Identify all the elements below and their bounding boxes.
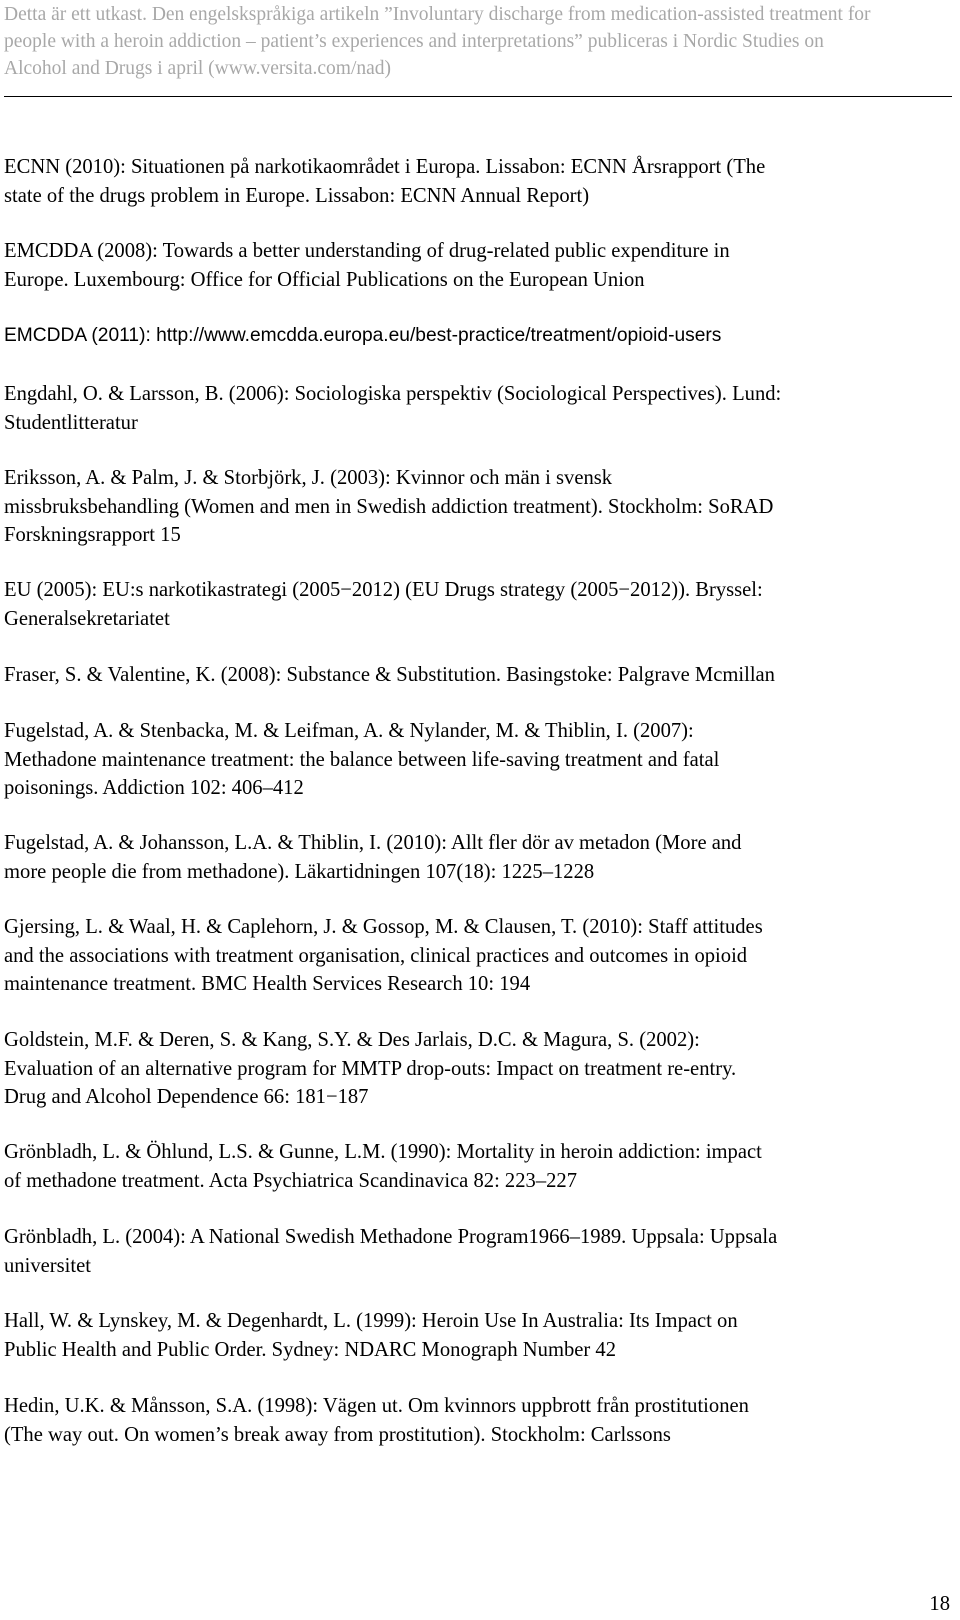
- reference-line: missbruksbehandling (Women and men in Swedish addiction treatment). Stockholm: SoRAD: [4, 495, 774, 518]
- reference-line: Fugelstad, A. & Stenbacka, M. & Leifman, A. & Nylander, M. & Thiblin, I. (2007):: [4, 720, 694, 742]
- reference-line: Europe. Luxembourg: Office for Official Publications on the European Union: [4, 268, 645, 291]
- reference-line: of methadone treatment. Acta Psychiatrica Scandinavica 82: 223–227: [4, 1169, 578, 1192]
- reference-gronbladh-2004: [4, 1223, 952, 1280]
- reference-line: Fugelstad, A. & Johansson, L.A. & Thiblin, I. (2010): Allt fler dör av metadon (More and: [4, 832, 742, 854]
- reference-line: Fraser, S. & Valentine, K. (2008): Substance & Substitution. Basingstoke: Palgrave Mcmillan: [4, 664, 775, 686]
- reference-line: Eriksson, A. & Palm, J. & Storbjörk, J. (2003): Kvinnor och män i svensk: [4, 467, 613, 489]
- reference-engdahl-2006: [4, 380, 952, 437]
- draft-notice-line: Detta är ett utkast. Den engelskspråkiga artikeln ”Involuntary discharge from medication-assisted treatment for: [4, 4, 871, 25]
- reference-line: (The way out. On women’s break away from prostitution). Stockholm: Carlssons: [4, 1423, 671, 1446]
- reference-line: EU (2005): EU:s narkotikastrategi (2005−2012) (EU Drugs strategy (2005−2012)). Bryssel:: [4, 579, 763, 601]
- draft-notice-line: Alcohol and Drugs i april (www.versita.com/nad): [4, 58, 392, 79]
- reference-line: Hedin, U.K. & Månsson, S.A. (1998): Vägen ut. Om kvinnors uppbrott från prostitutionen: [4, 1395, 749, 1417]
- reference-line: EMCDDA (2011): http://www.emcdda.europa.eu/best-practice/treatment/opioid-users: [4, 325, 722, 346]
- page-number: 18: [929, 1593, 950, 1615]
- reference-line: Public Health and Public Order. Sydney: NDARC Monograph Number 42: [4, 1338, 617, 1361]
- reference-line: Drug and Alcohol Dependence 66: 181−187: [4, 1086, 369, 1108]
- reference-ecnn-2010: [4, 153, 952, 210]
- reference-gjersing-2010: [4, 913, 952, 999]
- draft-notice-line: people with a heroin addiction – patient’s experiences and interpretations” publiceras i Nordic Studies on: [4, 31, 824, 52]
- reference-line: poisonings. Addiction 102: 406–412: [4, 777, 304, 799]
- reference-line: more people die from methadone). Läkartidningen 107(18): 1225–1228: [4, 860, 595, 883]
- reference-fraser-2008: [4, 661, 952, 690]
- reference-line: Generalsekretariatet: [4, 607, 170, 630]
- reference-line: Methadone maintenance treatment: the balance between life-saving treatment and fatal: [4, 748, 720, 771]
- reference-line: Evaluation of an alternative program for MMTP drop-outs: Impact on treatment re-entry.: [4, 1057, 737, 1080]
- reference-eriksson-2003: [4, 464, 952, 550]
- reference-line: Goldstein, M.F. & Deren, S. & Kang, S.Y. & Des Jarlais, D.C. & Magura, S. (2002):: [4, 1029, 700, 1051]
- reference-line: Grönbladh, L. (2004): A National Swedish Methadone Program1966–1989. Uppsala: Uppsala: [4, 1226, 778, 1248]
- reference-line: Forskningsrapport 15: [4, 524, 181, 546]
- reference-line: and the associations with treatment organisation, clinical practices and outcomes in opioid: [4, 944, 748, 967]
- reference-goldstein-2002: [4, 1026, 952, 1112]
- reference-eu-2005: [4, 576, 952, 633]
- reference-gronbladh-1990: [4, 1138, 952, 1195]
- reference-line: universitet: [4, 1254, 91, 1277]
- reference-emcdda-2008: [4, 237, 952, 294]
- reference-fugelstad-2010: [4, 829, 952, 886]
- reference-line: maintenance treatment. BMC Health Services Research 10: 194: [4, 973, 531, 995]
- reference-line: Studentlitteratur: [4, 411, 138, 434]
- reference-line: ECNN (2010): Situationen på narkotikaområdet i Europa. Lissabon: ECNN Årsrapport (The: [4, 156, 766, 178]
- reference-emcdda-2011: [4, 322, 952, 351]
- reference-line: Gjersing, L. & Waal, H. & Caplehorn, J. & Gossop, M. & Clausen, T. (2010): Staff attitudes: [4, 916, 763, 938]
- reference-line: Engdahl, O. & Larsson, B. (2006): Sociologiska perspektiv (Sociological Perspectives). Lund:: [4, 383, 782, 405]
- reference-line: Grönbladh, L. & Öhlund, L.S. & Gunne, L.M. (1990): Mortality in heroin addiction: impact: [4, 1141, 762, 1163]
- reference-line: EMCDDA (2008): Towards a better understanding of drug-related public expenditure in: [4, 240, 730, 262]
- reference-line: Hall, W. & Lynskey, M. & Degenhardt, L. (1999): Heroin Use In Australia: Its Impact on: [4, 1310, 738, 1332]
- reference-hedin-1998: [4, 1392, 952, 1449]
- reference-fugelstad-2007: [4, 717, 952, 803]
- draft-notice-header: [4, 1, 944, 82]
- header-divider: [4, 96, 952, 97]
- reference-hall-1999: [4, 1307, 952, 1364]
- reference-line: state of the drugs problem in Europe. Lissabon: ECNN Annual Report): [4, 184, 590, 207]
